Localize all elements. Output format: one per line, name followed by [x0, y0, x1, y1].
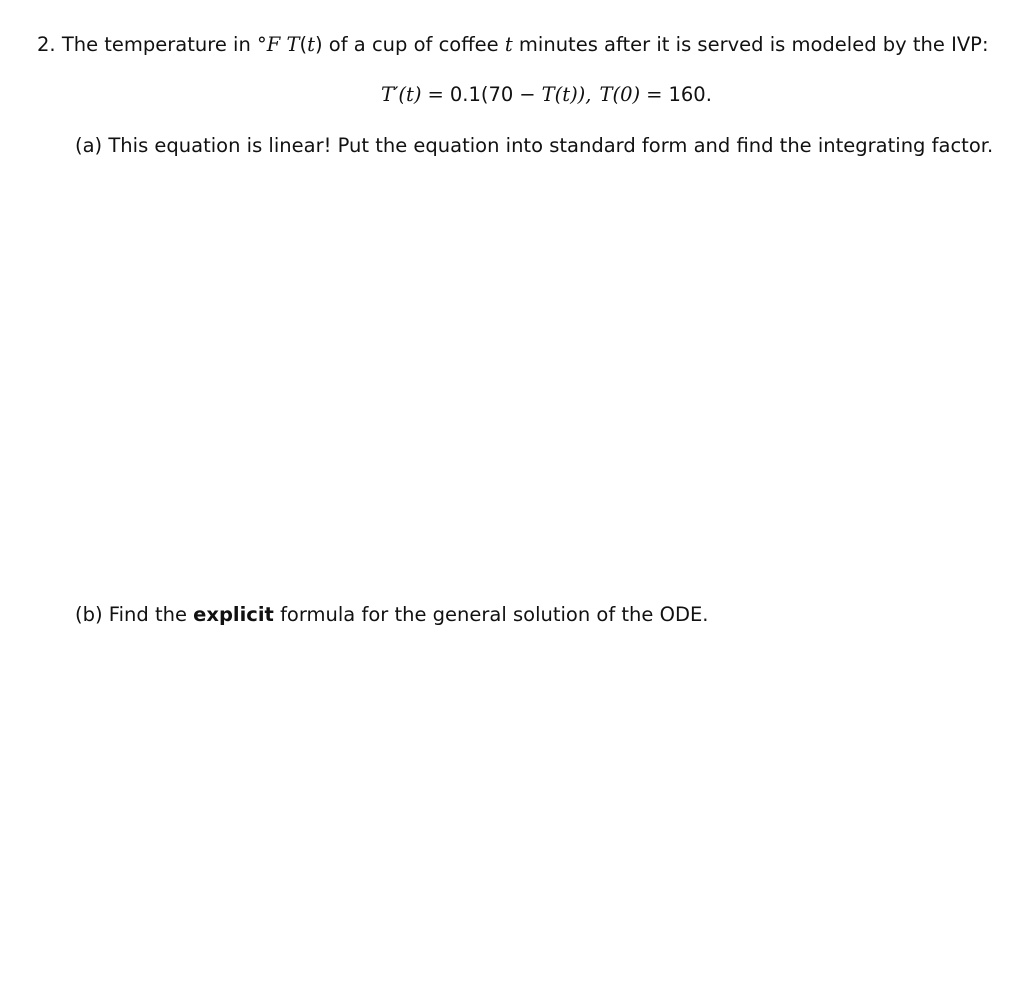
minus-sign: −	[519, 83, 536, 106]
part-a-text: This equation is linear! Put the equation into standard form and find the integrating factor.	[108, 134, 994, 157]
problem-statement: 2. The temperature in °F T(t) of a cup of coffee t minutes after it is served is modeled by the IVP:	[37, 33, 989, 56]
problem-number: 2.	[37, 33, 56, 56]
part-b-text-after: formula for the general solution of the ODE.	[280, 603, 709, 626]
intro-middle: of a cup of coffee	[328, 33, 499, 56]
part-b-emphasis: explicit	[193, 603, 274, 626]
part-b-label: (b)	[75, 603, 103, 626]
intro-before: The temperature in	[61, 33, 251, 56]
time-variable: t	[504, 33, 513, 56]
equation-coef: 0.1(70	[449, 83, 514, 106]
part-a	[75, 136, 993, 156]
initial-condition-value: 160.	[668, 83, 712, 106]
equation-lhs: T′(t)	[381, 83, 422, 106]
initial-condition-lhs: T(0)	[599, 83, 641, 106]
part-b-text-before: Find the	[108, 603, 187, 626]
ivp-equation	[381, 85, 712, 105]
function-name: T	[286, 33, 300, 56]
equals-sign: =	[427, 83, 444, 106]
ic-equals-sign: =	[646, 83, 663, 106]
function-arg: t	[307, 33, 315, 56]
intro-after: minutes after it is served is modeled by the IVP:	[518, 33, 989, 56]
unit-fahrenheit: °F	[257, 33, 281, 56]
equation-term: T(t)),	[541, 83, 592, 106]
part-b	[75, 605, 708, 625]
part-a-label: (a)	[75, 134, 103, 157]
